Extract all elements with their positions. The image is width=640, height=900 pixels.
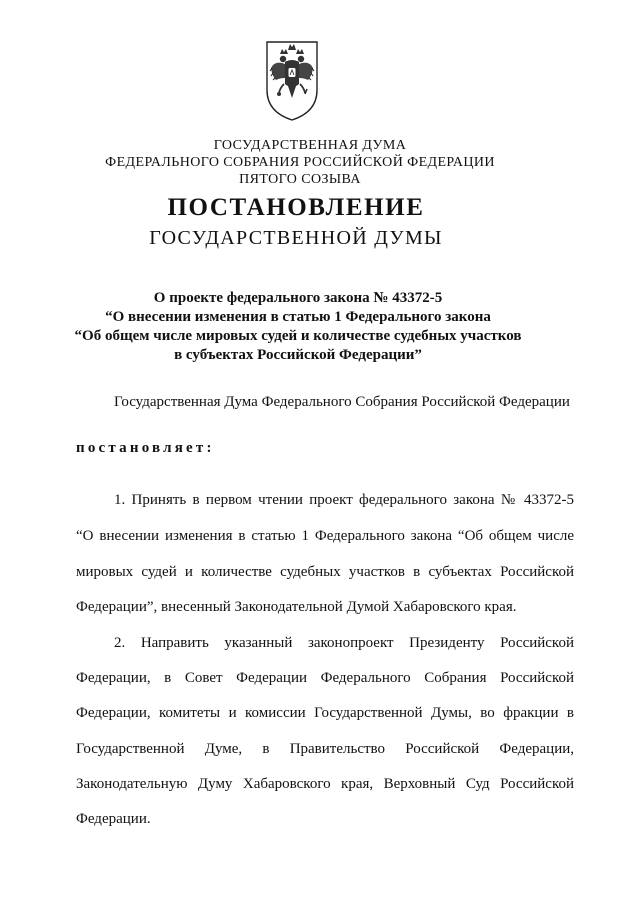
paragraph-line: Федерации, в Совет Федерации Федерального Собрания Российской	[76, 670, 574, 686]
decrees-keyword: постановляет:	[76, 440, 215, 456]
header-line-duma: ГОСУДАРСТВЕННАЯ ДУМА	[213, 138, 407, 153]
preamble: Государственная Дума Федерального Собрания Российской Федерации	[114, 394, 570, 410]
bill-title-line: в субъектах Российской Федерации”	[174, 347, 422, 363]
paragraph-line: мировых судей и количестве судебных участков в субъектах Российской	[76, 564, 574, 580]
document-subtitle: ГОСУДАРСТВЕННОЙ ДУМЫ	[149, 227, 443, 249]
paragraph-line: Государственной Думе, в Правительство Российской Федерации,	[76, 741, 574, 757]
header-line-federal-assembly: ФЕДЕРАЛЬНОГО СОБРАНИЯ РОССИЙСКОЙ ФЕДЕРАЦИИ	[105, 155, 495, 170]
document-title: ПОСТАНОВЛЕНИЕ	[167, 194, 425, 221]
bill-title-line: О проекте федерального закона № 43372-5	[153, 290, 443, 306]
paragraph-line: Федерации, комитеты и комиссии Государственной Думы, во фракции в	[76, 705, 574, 721]
bill-title-line: “Об общем числе мировых судей и количестве судебных участков	[74, 328, 522, 344]
paragraph-line: “О внесении изменения в статью 1 Федерального закона “Об общем числе	[76, 528, 574, 544]
state-emblem-icon	[262, 38, 322, 122]
paragraph-line: 2. Направить указанный законопроект Президенту Российской	[114, 635, 574, 651]
paragraph-line: Федерации”, внесенный Законодательной Думой Хабаровского края.	[76, 599, 517, 615]
bill-title	[0, 289, 596, 365]
paragraph-line: 1. Принять в первом чтении проект федерального закона № 43372-5	[114, 492, 574, 508]
paragraph-line: Законодательную Думу Хабаровского края, Верховный Суд Российской	[76, 776, 574, 792]
header-line-convocation: ПЯТОГО СОЗЫВА	[239, 172, 361, 187]
paragraph-line: Федерации.	[76, 811, 151, 827]
bill-title-line: “О внесении изменения в статью 1 Федерального закона	[105, 309, 491, 325]
